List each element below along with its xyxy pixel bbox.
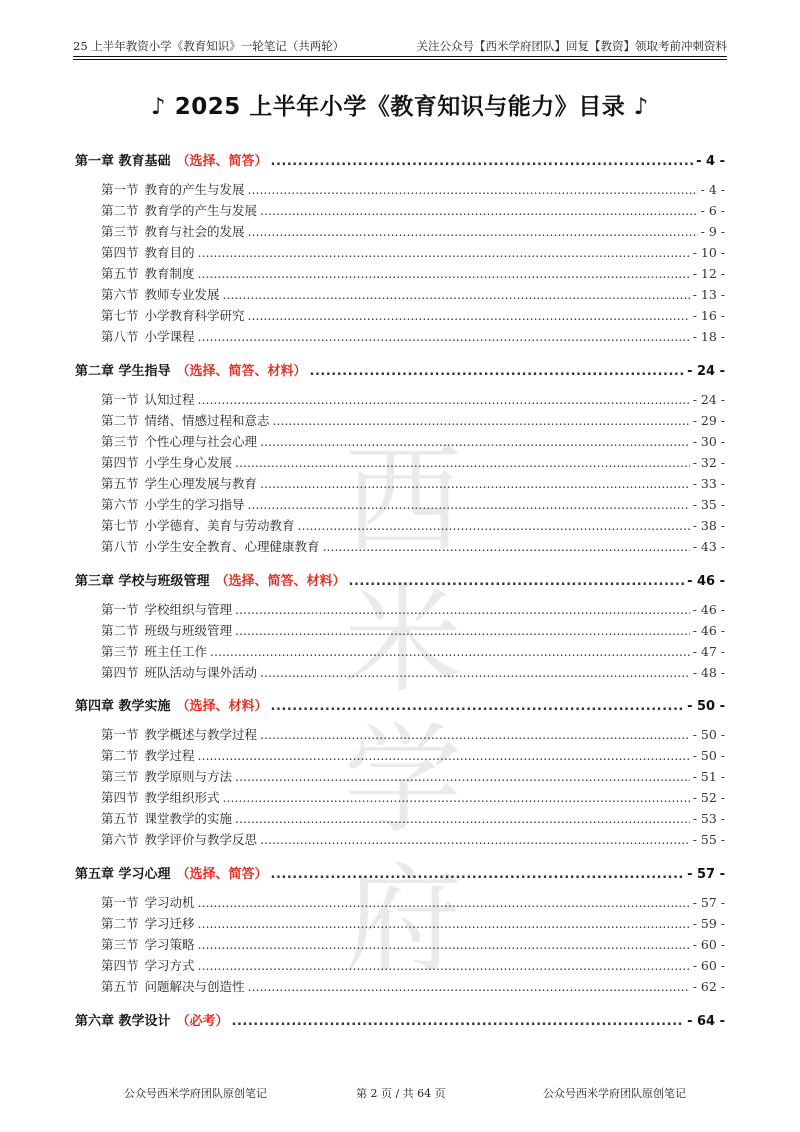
chapter-question-types: （选择、材料）: [176, 699, 268, 714]
dot-leader: [298, 518, 690, 533]
dot-leader: [349, 574, 685, 589]
dot-leader: [198, 748, 690, 763]
dot-leader: [260, 832, 690, 847]
dot-leader: [260, 434, 690, 449]
toc-section-entry[interactable]: [101, 977, 725, 995]
section-number: 第四节: [101, 790, 139, 805]
dot-leader: [235, 769, 690, 784]
section-page-number: - 52 -: [692, 790, 725, 805]
dot-leader: [198, 958, 690, 973]
section-page-number: - 55 -: [692, 832, 725, 847]
section-page-number: - 12 -: [692, 266, 725, 281]
toc-section-entry[interactable]: [101, 222, 725, 240]
toc-section-entry[interactable]: [101, 474, 725, 492]
section-title: 教学过程: [144, 748, 195, 763]
section-title: 班队活动与课外活动: [144, 665, 258, 680]
chapter-question-types: （必考）: [176, 1014, 229, 1029]
toc-section-entry[interactable]: [101, 495, 725, 513]
toc-section-entry[interactable]: [101, 390, 725, 408]
header-left-text: 25 上半年教资小学《教育知识》一轮笔记（共两轮）: [73, 39, 345, 53]
section-number: 第四节: [101, 958, 139, 973]
toc-section-entry[interactable]: [101, 956, 725, 974]
toc-section-entry[interactable]: [101, 537, 725, 555]
section-page-number: - 33 -: [692, 476, 725, 491]
section-title: 学习策略: [144, 937, 195, 952]
dot-leader: [323, 539, 690, 554]
chapter-question-types: （选择、简答、材料）: [176, 364, 307, 379]
section-page-number: - 53 -: [692, 811, 725, 826]
section-page-number: - 24 -: [692, 392, 725, 407]
toc-chapter-entry[interactable]: [75, 863, 725, 882]
section-number: 第六节: [101, 832, 139, 847]
section-page-number: - 18 -: [692, 329, 725, 344]
section-title: 教学原则与方法: [144, 769, 233, 784]
header-right-text: 关注公众号【西米学府团队】回复【教资】领取考前冲刺资料: [416, 39, 727, 53]
dot-leader: [198, 245, 690, 260]
section-page-number: - 51 -: [692, 769, 725, 784]
section-title: 教育学的产生与发展: [144, 203, 258, 218]
chapter-page-number: - 57 -: [687, 867, 725, 882]
chapter-title: 第五章 学习心理: [75, 867, 171, 882]
dot-leader: [232, 1014, 685, 1029]
section-page-number: - 62 -: [692, 979, 725, 994]
dot-leader: [248, 979, 690, 994]
watermark-line-2: 学府: [343, 711, 466, 989]
dot-leader: [271, 867, 685, 882]
dot-leader: [198, 329, 690, 344]
toc-section-entry[interactable]: [101, 453, 725, 471]
section-page-number: - 50 -: [692, 748, 725, 763]
section-number: 第三节: [101, 224, 139, 239]
chapter-title: 第一章 教育基础: [75, 154, 171, 169]
section-number: 第七节: [101, 518, 139, 533]
section-page-number: - 4 -: [700, 182, 725, 197]
section-number: 第二节: [101, 623, 139, 638]
section-page-number: - 9 -: [700, 224, 725, 239]
dot-leader: [223, 790, 690, 805]
toc-section-entry[interactable]: [101, 600, 725, 618]
section-title: 学习迁移: [144, 916, 195, 931]
section-page-number: - 57 -: [692, 895, 725, 910]
section-number: 第五节: [101, 979, 139, 994]
section-title: 课堂教学的实施: [144, 811, 233, 826]
section-title: 小学生身心发展: [144, 455, 233, 470]
dot-leader: [210, 644, 690, 659]
toc-section-entry[interactable]: [101, 432, 725, 450]
section-title: 教育与社会的发展: [144, 224, 245, 239]
section-number: 第一节: [101, 182, 139, 197]
section-number: 第一节: [101, 727, 139, 742]
section-number: 第二节: [101, 916, 139, 931]
section-title: 小学德育、美育与劳动教育: [144, 518, 295, 533]
section-title: 教学概述与教学过程: [144, 727, 258, 742]
toc-section-entry[interactable]: [101, 914, 725, 932]
section-title: 教育的产生与发展: [144, 182, 245, 197]
toc-section-entry[interactable]: [101, 243, 725, 261]
dot-leader: [198, 266, 690, 281]
dot-leader: [273, 413, 690, 428]
dot-leader: [248, 497, 690, 512]
dot-leader: [248, 224, 698, 239]
toc-section-entry[interactable]: [101, 411, 725, 429]
toc-section-entry[interactable]: [101, 516, 725, 534]
toc-section-entry[interactable]: [101, 264, 725, 282]
section-title: 教育目的: [144, 245, 195, 260]
chapter-question-types: （选择、简答）: [176, 867, 268, 882]
toc-section-entry[interactable]: [101, 663, 725, 681]
dot-leader: [235, 811, 690, 826]
section-number: 第七节: [101, 308, 139, 323]
section-number: 第八节: [101, 329, 139, 344]
dot-leader: [248, 308, 690, 323]
dot-leader: [310, 364, 685, 379]
section-title: 教育制度: [144, 266, 195, 281]
section-title: 班主任工作: [144, 644, 208, 659]
section-page-number: - 60 -: [692, 958, 725, 973]
section-title: 认知过程: [144, 392, 195, 407]
section-title: 个性心理与社会心理: [144, 434, 258, 449]
toc-section-entry[interactable]: [101, 306, 725, 324]
toc-section-entry[interactable]: [101, 327, 725, 345]
page-title: ♪ 2025 上半年小学《教育知识与能力》目录 ♪: [151, 94, 649, 120]
toc-chapter-entry[interactable]: [75, 150, 725, 169]
section-page-number: - 29 -: [692, 413, 725, 428]
section-title: 班级与班级管理: [144, 623, 233, 638]
section-page-number: - 38 -: [692, 518, 725, 533]
section-number: 第三节: [101, 434, 139, 449]
section-title: 教师专业发展: [144, 287, 220, 302]
section-number: 第三节: [101, 937, 139, 952]
toc-section-entry[interactable]: [101, 767, 725, 785]
section-title: 情绪、情感过程和意志: [144, 413, 270, 428]
toc-chapter-entry[interactable]: [75, 695, 725, 714]
section-page-number: - 6 -: [700, 203, 725, 218]
section-page-number: - 60 -: [692, 937, 725, 952]
section-number: 第八节: [101, 539, 139, 554]
footer-right-text: 公众号西米学府团队原创笔记: [543, 1087, 686, 1100]
dot-leader: [198, 392, 690, 407]
section-title: 教学组织形式: [144, 790, 220, 805]
chapter-page-number: - 24 -: [687, 364, 725, 379]
chapter-page-number: - 64 -: [687, 1014, 725, 1029]
chapter-title: 第三章 学校与班级管理: [75, 574, 210, 589]
toc-chapter-entry[interactable]: [75, 360, 725, 379]
section-page-number: - 13 -: [692, 287, 725, 302]
section-number: 第二节: [101, 203, 139, 218]
toc-section-entry[interactable]: [101, 935, 725, 953]
dot-leader: [260, 203, 698, 218]
section-page-number: - 46 -: [692, 623, 725, 638]
chapter-page-number: - 4 -: [696, 154, 725, 169]
dot-leader: [248, 182, 698, 197]
section-title: 小学生安全教育、心理健康教育: [144, 539, 320, 554]
section-number: 第六节: [101, 497, 139, 512]
section-number: 第四节: [101, 245, 139, 260]
section-number: 第五节: [101, 266, 139, 281]
section-number: 第二节: [101, 748, 139, 763]
section-title: 小学课程: [144, 329, 195, 344]
toc-section-entry[interactable]: [101, 746, 725, 764]
section-number: 第六节: [101, 287, 139, 302]
toc-section-entry[interactable]: [101, 725, 725, 743]
dot-leader: [271, 154, 694, 169]
toc-section-entry[interactable]: [101, 893, 725, 911]
section-title: 教学评价与教学反思: [144, 832, 258, 847]
footer-left-text: 公众号西米学府团队原创笔记: [124, 1087, 267, 1100]
section-page-number: - 48 -: [692, 665, 725, 680]
section-page-number: - 32 -: [692, 455, 725, 470]
toc-chapter-entry[interactable]: [75, 570, 725, 589]
section-page-number: - 16 -: [692, 308, 725, 323]
section-title: 学习方式: [144, 958, 195, 973]
section-number: 第四节: [101, 665, 139, 680]
chapter-question-types: （选择、简答）: [176, 154, 268, 169]
chapter-title: 第四章 教学实施: [75, 699, 171, 714]
toc-section-entry[interactable]: [101, 830, 725, 848]
chapter-title: 第六章 教学设计: [75, 1014, 171, 1029]
dot-leader: [235, 455, 690, 470]
section-number: 第五节: [101, 811, 139, 826]
section-title: 学习动机: [144, 895, 195, 910]
chapter-question-types: （选择、简答、材料）: [215, 574, 346, 589]
toc-section-entry[interactable]: [101, 809, 725, 827]
dot-leader: [235, 623, 690, 638]
section-page-number: - 43 -: [692, 539, 725, 554]
dot-leader: [198, 916, 690, 931]
section-number: 第一节: [101, 602, 139, 617]
chapter-page-number: - 50 -: [687, 699, 725, 714]
section-title: 学生心理发展与教育: [144, 476, 258, 491]
dot-leader: [260, 727, 690, 742]
section-page-number: - 35 -: [692, 497, 725, 512]
dot-leader: [260, 665, 690, 680]
section-number: 第二节: [101, 413, 139, 428]
section-page-number: - 46 -: [692, 602, 725, 617]
section-number: 第一节: [101, 392, 139, 407]
dot-leader: [223, 287, 690, 302]
dot-leader: [260, 476, 690, 491]
toc-section-entry[interactable]: [101, 285, 725, 303]
section-page-number: - 50 -: [692, 727, 725, 742]
toc-section-entry[interactable]: [101, 621, 725, 639]
dot-leader: [198, 895, 690, 910]
dot-leader: [198, 937, 690, 952]
dot-leader: [271, 699, 685, 714]
toc-chapter-entry[interactable]: [75, 1010, 725, 1029]
section-page-number: - 30 -: [692, 434, 725, 449]
section-number: 第一节: [101, 895, 139, 910]
toc-section-entry[interactable]: [101, 642, 725, 660]
section-page-number: - 47 -: [692, 644, 725, 659]
section-page-number: - 59 -: [692, 916, 725, 931]
toc-section-entry[interactable]: [101, 180, 725, 198]
section-title: 学校组织与管理: [144, 602, 233, 617]
section-number: 第四节: [101, 455, 139, 470]
dot-leader: [235, 602, 690, 617]
section-number: 第三节: [101, 769, 139, 784]
section-number: 第五节: [101, 476, 139, 491]
chapter-title: 第二章 学生指导: [75, 364, 171, 379]
toc-section-entry[interactable]: [101, 201, 725, 219]
toc-section-entry[interactable]: [101, 788, 725, 806]
section-title: 问题解决与创造性: [144, 979, 245, 994]
footer-page-number: 第 2 页 / 共 64 页: [356, 1087, 446, 1100]
watermark-line-1: 西米: [343, 431, 466, 709]
chapter-page-number: - 46 -: [687, 574, 725, 589]
section-title: 小学教育科学研究: [144, 308, 245, 323]
section-title: 小学生的学习指导: [144, 497, 245, 512]
section-number: 第三节: [101, 644, 139, 659]
section-page-number: - 10 -: [692, 245, 725, 260]
